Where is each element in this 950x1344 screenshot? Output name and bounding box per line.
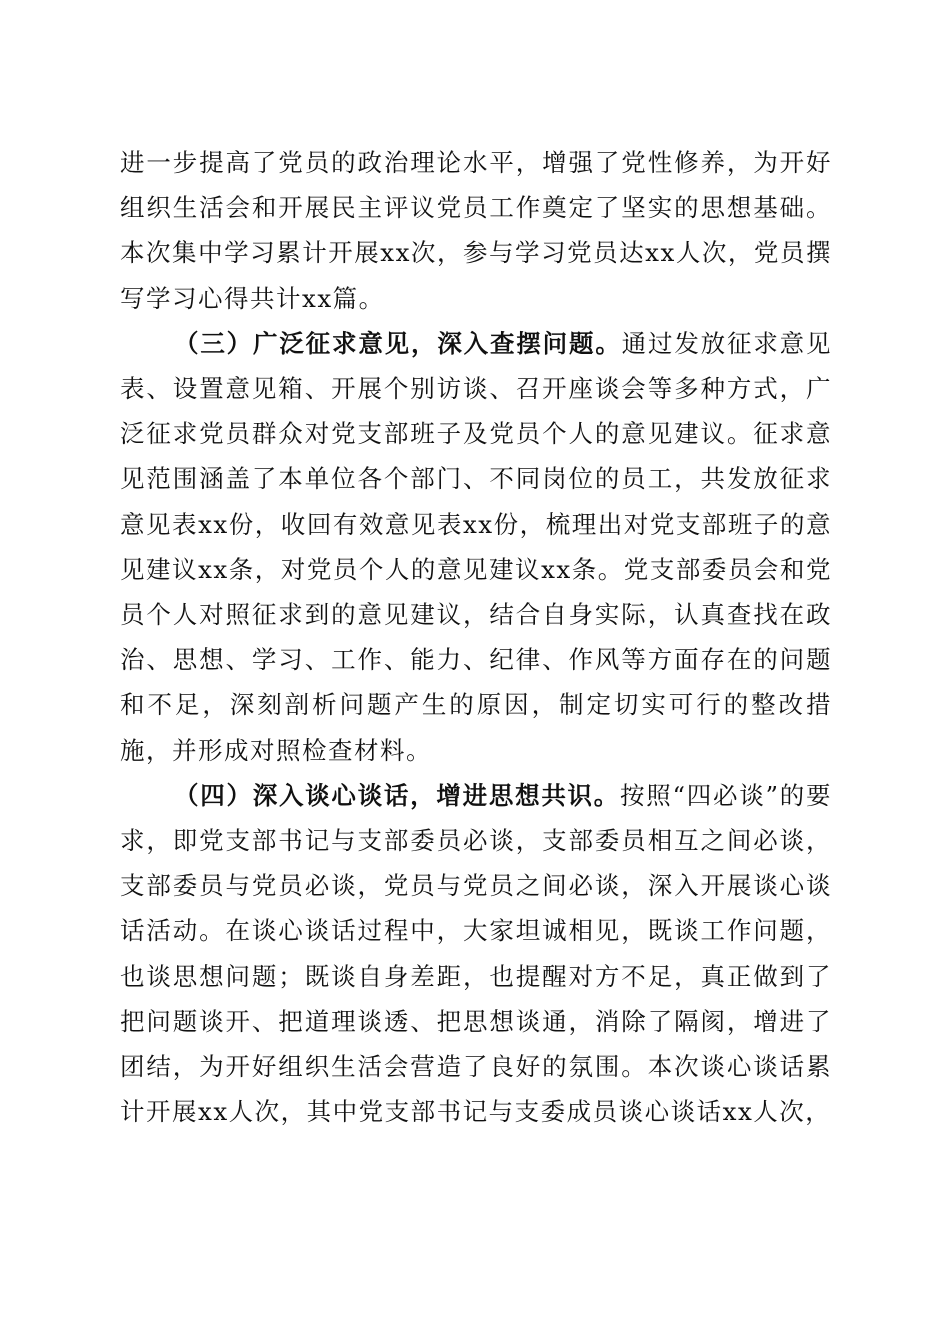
section-3-heading: （三）广泛征求意见，深入查摆问题。: [174, 328, 622, 358]
document-body: [120, 140, 832, 1134]
section-4-heading: （四）深入谈心谈话，增进思想共识。: [174, 780, 621, 810]
section-3-body: 通过发放征求意见表、设置意见箱、开展个别访谈、召开座谈会等多种方式，广泛征求党员群众对党支部班子及党员个人的意见建议。征求意见范围涵盖了本单位各个部门、不同岗位的员工，共发放征求意见表xx份，收回有效意见表xx份，梳理出对党支部班子的意见建议xx条，对党员个人的意见建议xx条。党支部委员会和党员个人对照征求到的意见建议，结合自身实际，认真查找在政治、思想、学习、工作、能力、纪律、作风等方面存在的问题和不足，深刻剖析问题产生的原因，制定切实可行的整改措施，并形成对照检查材料。: [120, 328, 833, 765]
section-4-body: 按照“四必谈”的要求，即党支部书记与支部委员必谈，支部委员相互之间必谈，支部委员与党员必谈，党员与党员之间必谈，深入开展谈心谈话活动。在谈心谈话过程中，大家坦诚相见，既谈工作问题，也谈思想问题；既谈自身差距，也提醒对方不足，真正做到了把问题谈开、把道理谈透、把思想谈通，消除了隔阂，增进了团结，为开好组织生活会营造了良好的氛围。本次谈心谈话累计开展xx人次，其中党支部书记与支委成员谈心谈话xx人次，: [120, 780, 832, 1127]
section-4-paragraph: [120, 773, 832, 1135]
section-3-paragraph: [120, 321, 832, 773]
paragraph-continuation: 进一步提高了党员的政治理论水平，增强了党性修养，为开好组织生活会和开展民主评议党员工作奠定了坚实的思想基础。本次集中学习累计开展xx次，参与学习党员达xx人次，党员撰写学习心得共计xx篇。: [120, 148, 832, 313]
